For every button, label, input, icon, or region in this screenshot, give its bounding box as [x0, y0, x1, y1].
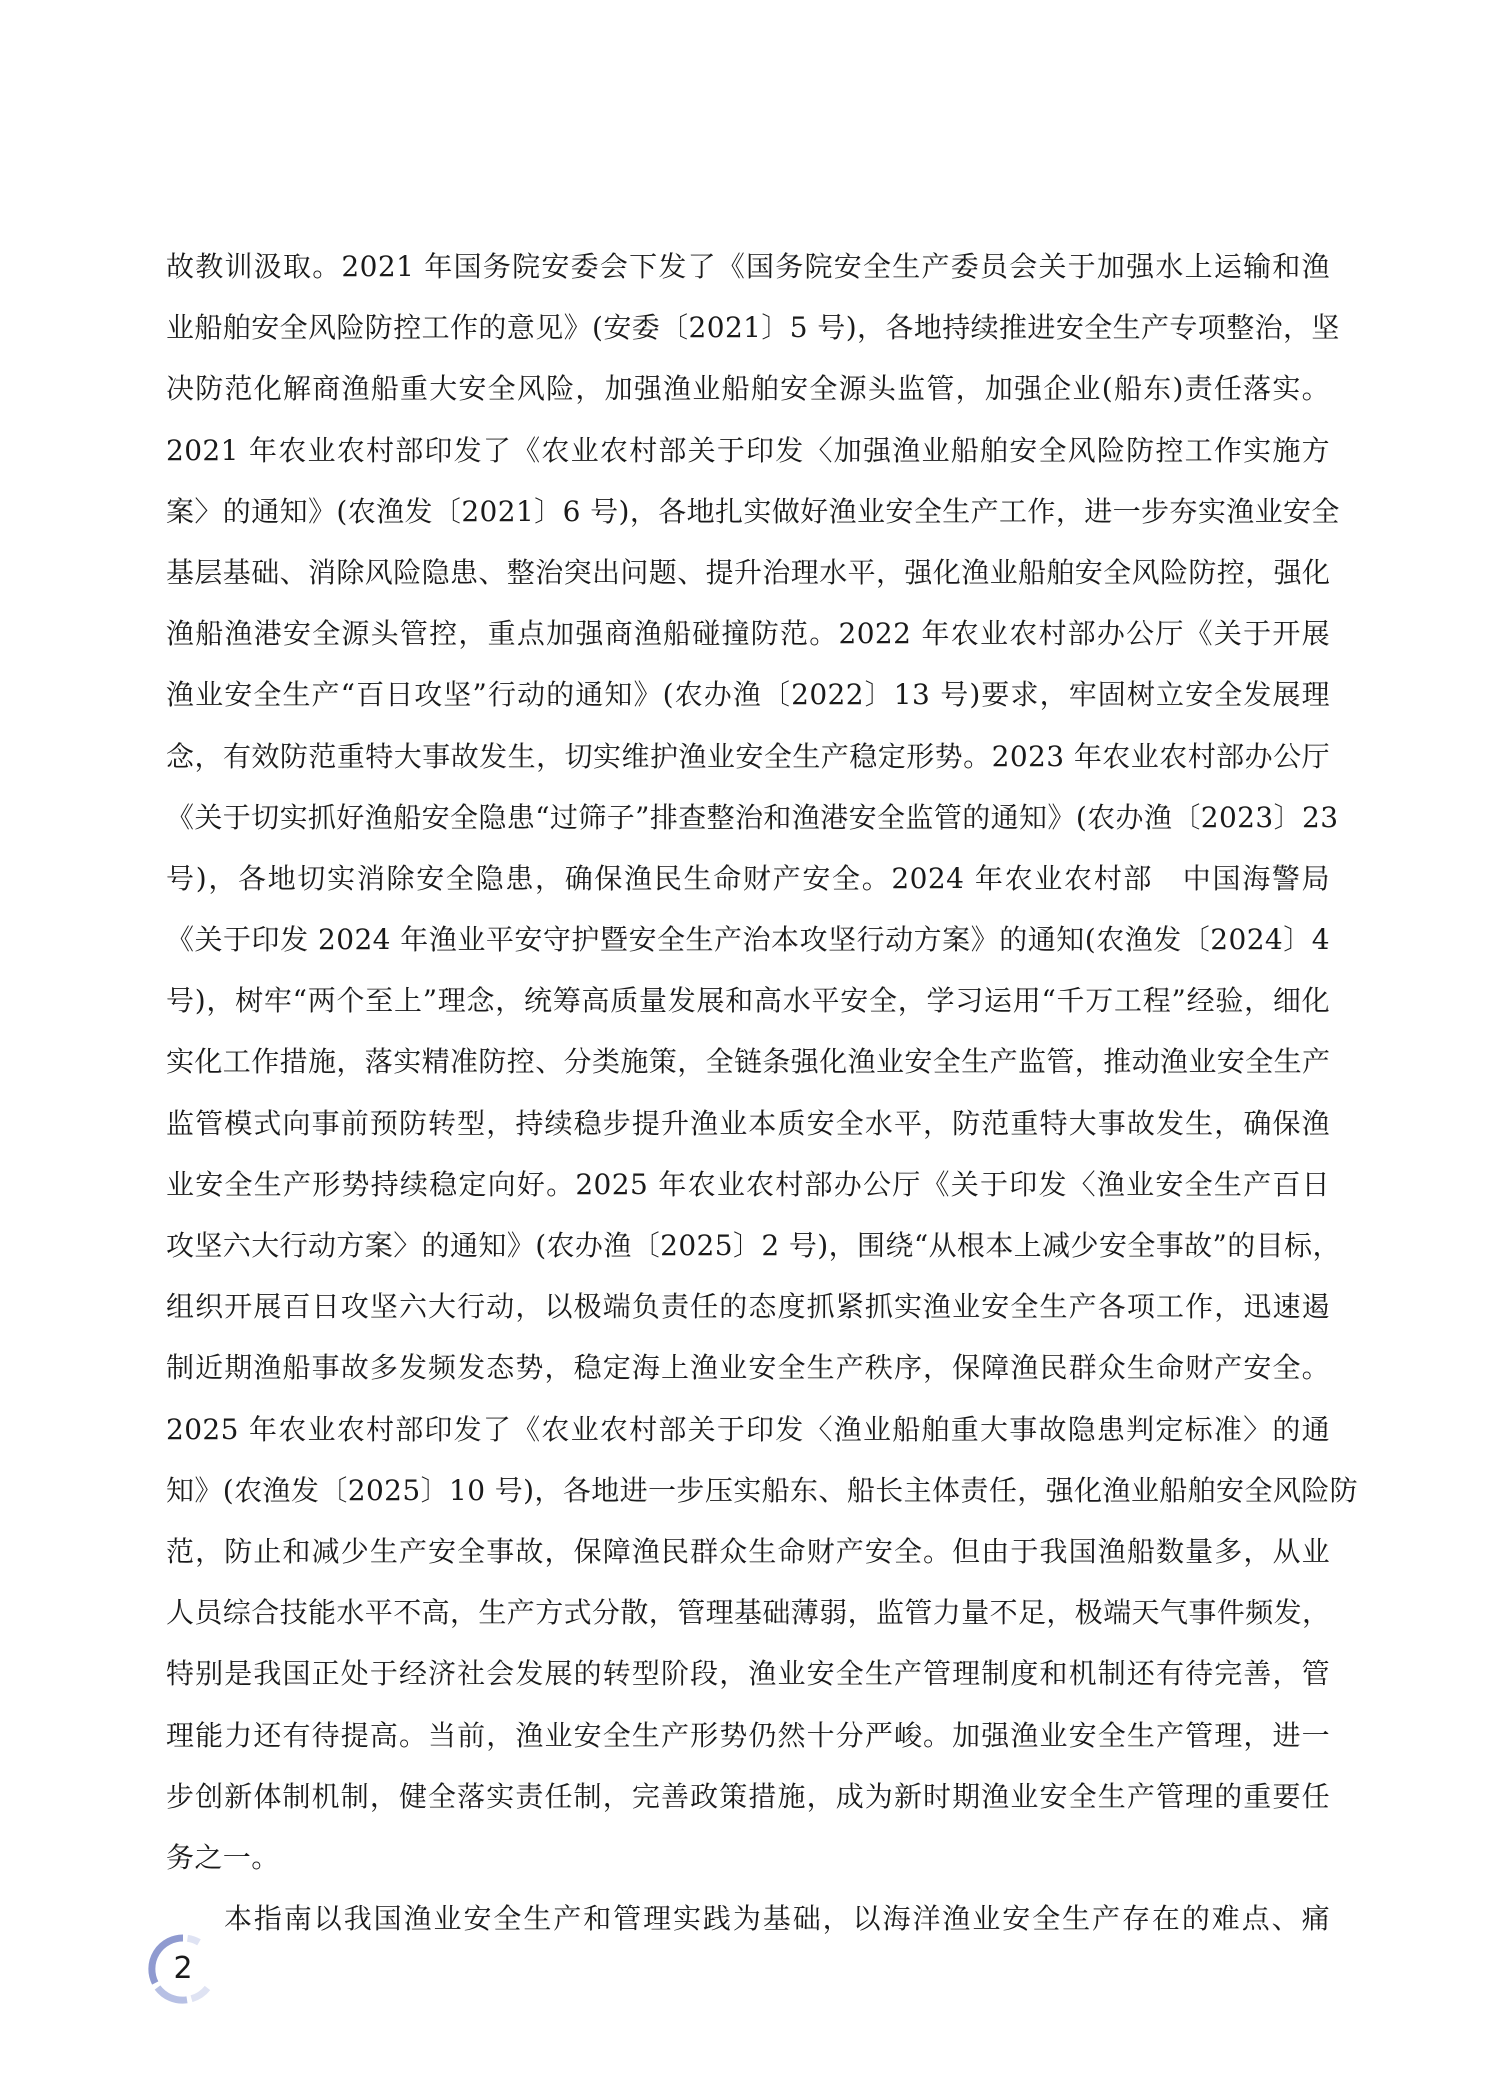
- text-line: 理能力还有待提高。当前，渔业安全生产形势仍然十分严峻。加强渔业安全生产管理，进一: [166, 1718, 1330, 1752]
- body-text: [166, 236, 1359, 1949]
- text-line: 组织开展百日攻坚六大行动，以极端负责任的态度抓紧抓实渔业安全生产各项工作，迅速遏: [166, 1290, 1330, 1324]
- text-line: 决防范化解商渔船重大安全风险，加强渔业船舶安全源头监管，加强企业(船东)责任落实。: [166, 372, 1330, 406]
- text-line: 业安全生产形势持续稳定向好。2025 年农业农村部办公厅《关于印发〈渔业安全生产百日: [166, 1167, 1330, 1201]
- paragraph-end-line: 务之一。: [166, 1840, 280, 1874]
- page-number-badge: [147, 1933, 219, 2005]
- text-line: 步创新体制机制，健全落实责任制，完善政策措施，成为新时期渔业安全生产管理的重要任: [166, 1779, 1330, 1813]
- paragraph-start-line: 本指南以我国渔业安全生产和管理实践为基础，以海洋渔业安全生产存在的难点、痛: [224, 1902, 1330, 1936]
- text-line: 念，有效防范重特大事故发生，切实维护渔业安全生产稳定形势。2023 年农业农村部办公厅: [166, 739, 1330, 773]
- text-line: 2021 年农业农村部印发了《农业农村部关于印发〈加强渔业船舶安全风险防控工作实施方: [166, 433, 1330, 467]
- text-line: 业船舶安全风险防控工作的意见》(安委〔2021〕5 号)，各地持续推进安全生产专项整治，坚: [166, 311, 1340, 345]
- text-line: 故教训汲取。2021 年国务院安委会下发了《国务院安全生产委员会关于加强水上运输和渔: [166, 250, 1330, 283]
- text-line: 人员综合技能水平不高，生产方式分散，管理基础薄弱，监管力量不足，极端天气事件频发，: [166, 1596, 1331, 1630]
- text-line: 知》(农渔发〔2025〕10 号)，各地进一步压实船东、船长主体责任，强化渔业船舶安全风险防: [166, 1473, 1359, 1507]
- text-line: 《关于印发 2024 年渔业平安守护暨安全生产治本攻坚行动方案》的通知(农渔发〔2024〕4: [166, 923, 1330, 957]
- text-line: 基层基础、消除风险隐患、整治突出问题、提升治理水平，强化渔业船舶安全风险防控，强化: [166, 555, 1331, 589]
- text-line: 监管模式向事前预防转型，持续稳步提升渔业本质安全水平，防范重特大事故发生，确保渔: [166, 1106, 1330, 1140]
- text-line: 《关于切实抓好渔船安全隐患“过筛子”排查整治和渔港安全监管的通知》(农办渔〔2023〕23: [166, 800, 1339, 834]
- text-line: 实化工作措施，落实精准防控、分类施策，全链条强化渔业安全生产监管，推动渔业安全生产: [166, 1045, 1331, 1079]
- text-line: 特别是我国正处于经济社会发展的转型阶段，渔业安全生产管理制度和机制还有待完善，管: [166, 1657, 1330, 1691]
- text-line: 范，防止和减少生产安全事故，保障渔民群众生命财产安全。但由于我国渔船数量多，从业: [166, 1534, 1330, 1568]
- text-line: 2025 年农业农村部印发了《农业农村部关于印发〈渔业船舶重大事故隐患判定标准〉的通: [166, 1412, 1330, 1446]
- text-line: 号)，各地切实消除安全隐患，确保渔民生命财产安全。2024 年农业农村部 中国海警局: [166, 861, 1330, 895]
- text-line: 制近期渔船事故多发频发态势，稳定海上渔业安全生产秩序，保障渔民群众生命财产安全。: [166, 1351, 1330, 1385]
- text-line: 案〉的通知》(农渔发〔2021〕6 号)，各地扎实做好渔业安全生产工作，进一步夯实渔业安全: [166, 494, 1340, 528]
- text-line: 渔业安全生产“百日攻坚”行动的通知》(农办渔〔2022〕13 号)要求，牢固树立安全发展理: [166, 678, 1330, 712]
- text-line: 攻坚六大行动方案〉的通知》(农办渔〔2025〕2 号)，围绕“从根本上减少安全事故”的目标，: [166, 1229, 1341, 1262]
- text-line: 渔船渔港安全源头管控，重点加强商渔船碰撞防范。2022 年农业农村部办公厅《关于开展: [166, 617, 1330, 651]
- text-line: 号)，树牢“两个至上”理念，统筹高质量发展和高水平安全，学习运用“千万工程”经验，细化: [166, 984, 1330, 1018]
- page-number: 2: [173, 1951, 193, 1986]
